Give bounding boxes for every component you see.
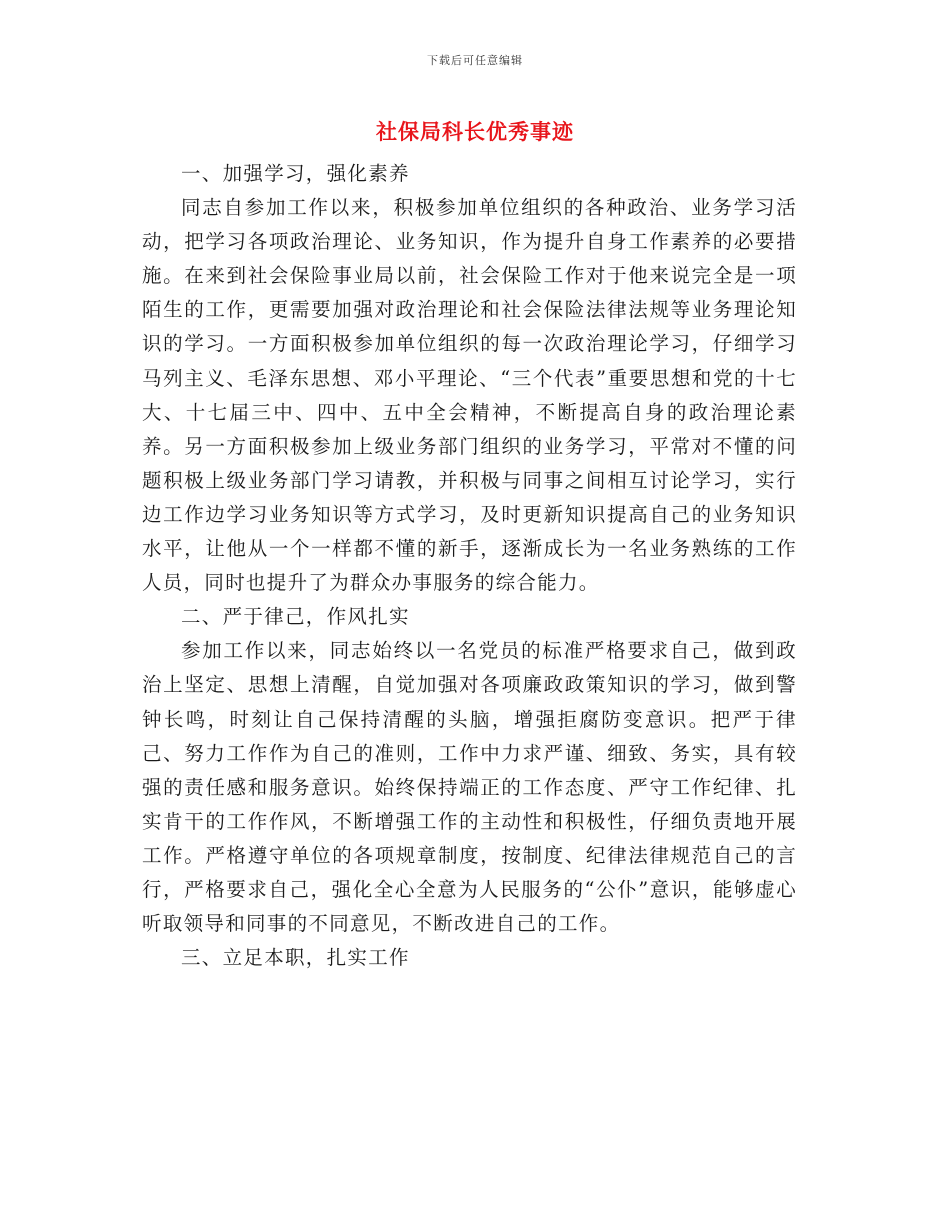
section-heading-2: 二、严于律己，作风扎实 [181,605,410,629]
page-header-note: 下载后可任意编辑 [427,54,523,67]
paragraph-1: 同志自参加工作以来，积极参加单位组织的各种政治、业务学习活动，把学习各项政治理论、业务知识，作为提升自身工作素养的必要措施。在来到社会保险事业局以前，社会保险工作对于他来说完全是一项陌生的工作，更需要加强对政治理论和社会保险法律法规等业务理论知识的学习。一方面积极参加单位组织的每一次政治理论学习，仔细学习马列主义、毛泽东思想、邓小平理论、“三个代表”重要思想和党的十七大、十七届三中、四中、五中全会精神，不断提高自身的政治理论素养。另一方面积极参加上级业务部门组织的业务学习，平常对不懂的问题积极上级业务部门学习请教，并积极与同事之间相互讨论学习，实行边工作边学习业务知识等方式学习，及时更新知识提高自己的业务知识水平，让他从一个一样都不懂的新手，逐渐成长为一名业务熟练的工作人员，同时也提升了为群众办事服务的综合能力。 [142,196,797,595]
paragraph-2: 参加工作以来，同志始终以一名党员的标准严格要求自己，做到政治上坚定、思想上清醒，自觉加强对各项廉政政策知识的学习，做到警钟长鸣，时刻让自己保持清醒的头脑，增强拒腐防变意识。把严于律己、努力工作作为自己的准则，工作中力求严谨、细致、务实，具有较强的责任感和服务意识。始终保持端正的工作态度、严守工作纪律、扎实肯干的工作作风，不断增强工作的主动性和积极性，仔细负责地开展工作。严格遵守单位的各项规章制度，按制度、纪律法律规范自己的言行，严格要求自己，强化全心全意为人民服务的“公仆”意识，能够虚心听取领导和同事的不同意见，不断改进自己的工作。 [142,639,797,936]
section-heading-1: 一、加强学习，强化素养 [181,162,410,185]
document-body [142,157,797,975]
section-heading-3: 三、立足本职，扎实工作 [181,946,410,970]
document-title: 社保局科长优秀事迹 [376,119,574,144]
